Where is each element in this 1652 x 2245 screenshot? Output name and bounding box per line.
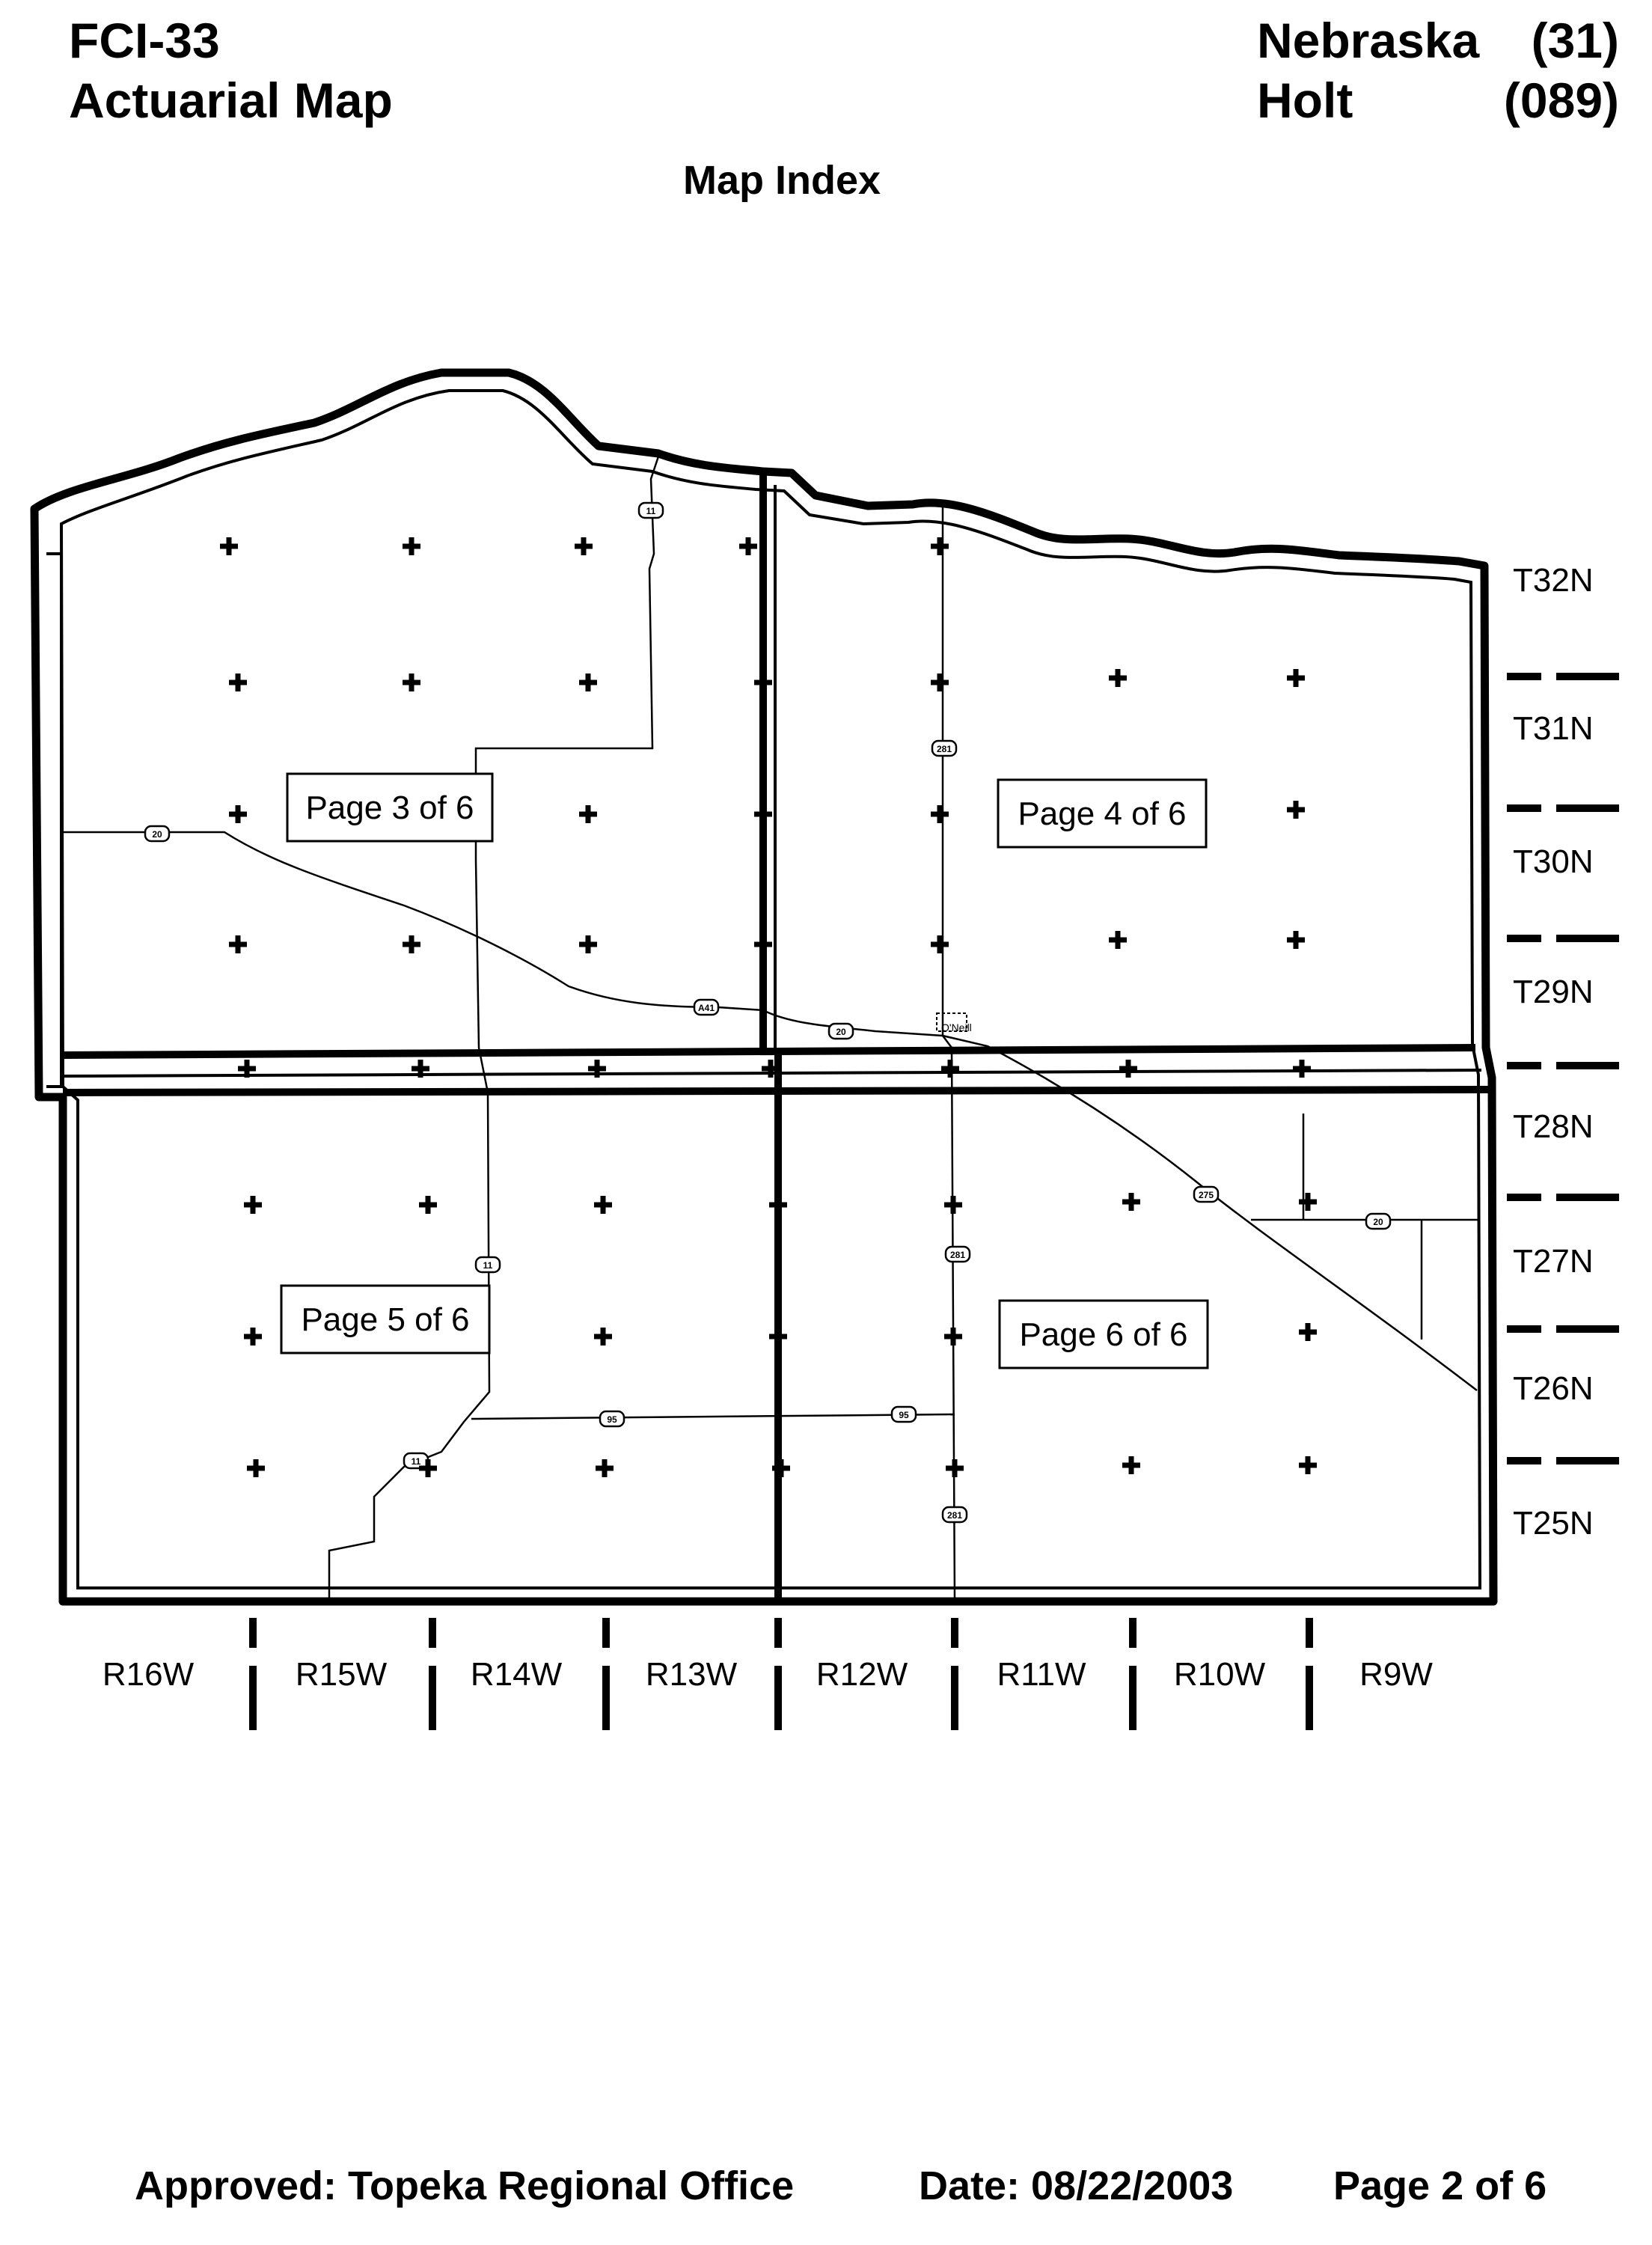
section-crosshair-39 — [594, 1328, 612, 1346]
township-label-T28N: T28N — [1513, 1108, 1594, 1145]
page-box-label: Page 4 of 6 — [1018, 795, 1187, 832]
section-crosshair-43 — [247, 1459, 265, 1477]
road-shield-5 — [1194, 1187, 1218, 1202]
road-highway-20 — [63, 832, 1477, 1390]
section-crosshair-4 — [931, 537, 949, 555]
section-crosshair-36 — [1122, 1193, 1140, 1211]
page-box-label: Page 6 of 6 — [1019, 1316, 1188, 1353]
township-label-T27N: T27N — [1513, 1243, 1594, 1280]
township-label-T32N: T32N — [1513, 562, 1594, 599]
page-box-5[interactable] — [281, 1286, 489, 1353]
section-crosshair-8 — [754, 674, 772, 691]
range-label-R13W: R13W — [645, 1656, 738, 1693]
section-crosshair-37 — [1299, 1193, 1317, 1211]
county-name: Holt — [1257, 73, 1353, 128]
county-code: (089) — [1503, 73, 1619, 128]
doc-type: Actuarial Map — [69, 73, 393, 128]
section-crosshair-47 — [946, 1459, 964, 1477]
section-crosshair-29 — [1119, 1060, 1137, 1078]
range-label-R10W: R10W — [1173, 1656, 1266, 1693]
road-shield-6 — [946, 1247, 970, 1262]
section-crosshair-5 — [229, 674, 247, 691]
horizontal-division-top — [63, 1048, 1475, 1055]
road-highway-281 — [943, 507, 955, 1601]
township-labels — [1507, 562, 1619, 1542]
section-crosshair-18 — [403, 935, 420, 953]
road-shield-label-10: 11 — [411, 1456, 421, 1467]
road-shield-label-3: 20 — [836, 1027, 846, 1037]
section-crosshair-45 — [596, 1459, 614, 1477]
road-shield-0 — [639, 503, 663, 518]
section-crosshair-7 — [579, 674, 597, 691]
section-crosshair-20 — [754, 935, 772, 953]
page-box-label: Page 5 of 6 — [301, 1301, 470, 1338]
road-shield-4 — [932, 741, 956, 756]
section-crosshair-12 — [229, 805, 247, 823]
approval-date: Date: 08/22/2003 — [919, 2163, 1234, 2208]
section-crosshair-40 — [769, 1328, 787, 1346]
section-crosshair-14 — [754, 805, 772, 823]
road-shield-label-5: 275 — [1198, 1190, 1214, 1200]
page-division-lines — [63, 474, 1489, 1601]
section-crosshair-23 — [1287, 931, 1305, 949]
form-id: FCI-33 — [69, 13, 220, 68]
page-number: Page 2 of 6 — [1333, 2163, 1547, 2208]
road-shield-label-4: 281 — [936, 744, 952, 754]
range-label-R15W: R15W — [295, 1656, 388, 1693]
range-label-R12W: R12W — [816, 1656, 908, 1693]
section-crosshair-42 — [1299, 1323, 1317, 1341]
range-labels — [103, 1618, 1433, 1730]
approved-office: Approved: Topeka Regional Office — [135, 2163, 795, 2208]
county-inner-border — [61, 391, 1480, 1588]
section-crosshair-33 — [594, 1196, 612, 1214]
section-crosshair-15 — [931, 805, 949, 823]
page-box-4[interactable] — [998, 780, 1206, 847]
section-crosshair-31 — [244, 1196, 262, 1214]
road-highway-11-north — [476, 456, 658, 861]
township-label-T30N: T30N — [1513, 843, 1594, 880]
road-shield-12 — [1366, 1214, 1390, 1229]
section-crosshair-48 — [1122, 1456, 1140, 1474]
township-label-T29N: T29N — [1513, 974, 1594, 1010]
section-crosshair-22 — [1109, 931, 1127, 949]
section-crosshair-30 — [1293, 1060, 1311, 1078]
map-title: Map Index — [682, 158, 881, 203]
road-shield-label-6: 281 — [949, 1250, 966, 1260]
town-label: O'Neill — [941, 1021, 972, 1033]
range-label-R16W: R16W — [102, 1656, 195, 1693]
section-crosshair-9 — [931, 674, 949, 691]
state-name: Nebraska — [1257, 13, 1480, 68]
state-code: (31) — [1531, 13, 1619, 68]
section-crosshair-21 — [931, 935, 949, 953]
section-crosshair-11 — [1287, 669, 1305, 687]
page-box-6[interactable] — [1000, 1301, 1208, 1368]
road-shield-label-9: 95 — [899, 1410, 909, 1420]
section-crosshair-0 — [220, 537, 238, 555]
road-shield-label-0: 11 — [646, 506, 656, 516]
range-label-R11W: R11W — [997, 1656, 1086, 1693]
section-crosshair-13 — [579, 805, 597, 823]
road-highway-11-south — [329, 861, 489, 1601]
road-shield-label-1: 20 — [152, 829, 162, 840]
section-crosshair-28 — [941, 1060, 959, 1078]
section-crosshair-6 — [403, 674, 420, 691]
section-crosshair-41 — [944, 1328, 962, 1346]
road-shield-label-8: 95 — [607, 1414, 617, 1425]
road-highway-95 — [471, 1414, 955, 1419]
page-box-3[interactable] — [287, 774, 492, 841]
road-shield-label-2: A41 — [697, 1003, 715, 1013]
section-crosshair-38 — [244, 1328, 262, 1346]
section-crosshair-16 — [1287, 801, 1305, 819]
section-crosshair-17 — [229, 935, 247, 953]
section-crosshair-2 — [575, 537, 593, 555]
section-crosshair-19 — [579, 935, 597, 953]
range-label-R9W: R9W — [1359, 1656, 1433, 1693]
section-crosshair-32 — [419, 1196, 437, 1214]
road-shield-label-7: 11 — [483, 1260, 493, 1271]
township-label-T31N: T31N — [1513, 710, 1594, 747]
road-shield-1 — [145, 826, 169, 841]
section-crosshair-1 — [403, 537, 420, 555]
section-crosshair-35 — [944, 1196, 962, 1214]
horizontal-division-bottom — [63, 1090, 1489, 1093]
road-shield-label-12: 20 — [1373, 1217, 1383, 1227]
road-shield-label-11: 281 — [946, 1510, 963, 1521]
section-crosshair-34 — [769, 1196, 787, 1214]
road-shield-9 — [892, 1407, 916, 1422]
section-crosshair-3 — [739, 537, 757, 555]
section-crosshair-49 — [1299, 1456, 1317, 1474]
road-shield-8 — [600, 1411, 624, 1426]
roads — [63, 456, 1478, 1601]
road-shield-3 — [829, 1024, 853, 1039]
road-shield-7 — [476, 1257, 500, 1272]
page-box-label: Page 3 of 6 — [305, 789, 474, 826]
road-shield-2 — [694, 1000, 718, 1015]
left-notch — [46, 554, 61, 1087]
township-label-T26N: T26N — [1513, 1370, 1594, 1407]
township-label-T25N: T25N — [1513, 1505, 1594, 1542]
section-crosshair-10 — [1109, 669, 1127, 687]
road-shield-11 — [943, 1507, 967, 1522]
range-label-R14W: R14W — [470, 1656, 563, 1693]
